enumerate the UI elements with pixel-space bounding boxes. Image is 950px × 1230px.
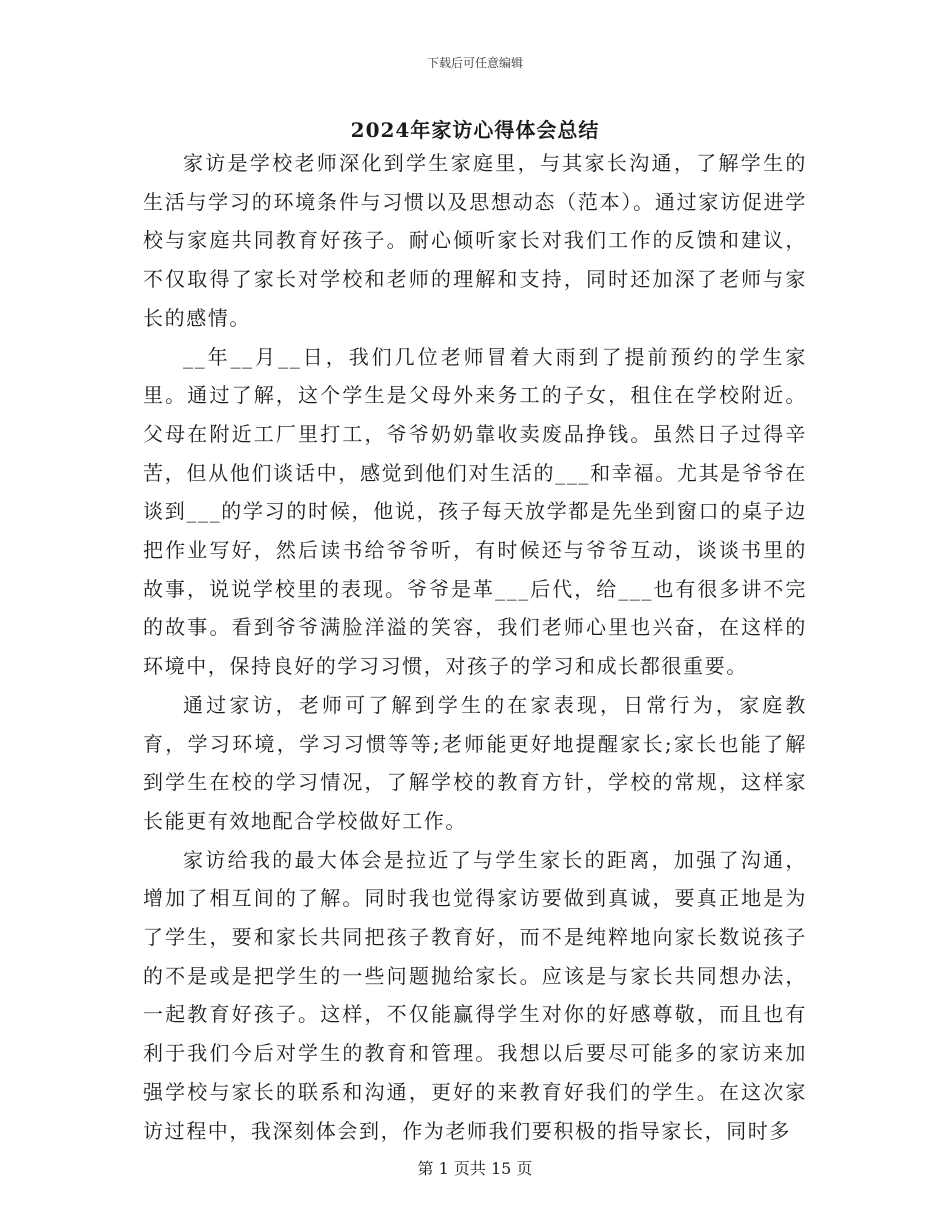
paragraph-2: __年__月__日，我们几位老师冒着大雨到了提前预约的学生家里。通过了解，这个学生是父母外来务工的子女，租住在学校附近。父母在附近工厂里打工，爷爷奶奶靠收卖废品挣钱。虽然日子过得辛苦，但从他们谈话中，感觉到他们对生活的___和幸福。尤其是爷爷在谈到___的学习的时候，他说，孩子每天放学都是先坐到窗口的桌子边把作业写好，然后读书给爷爷听，有时候还与爷爷互动，谈谈书里的故事，说说学校里的表现。爷爷是革___后代，给___也有很多讲不完的故事。看到爷爷满脸洋溢的笑容，我们老师心里也兴奋，在这样的环境中，保持良好的学习习惯，对孩子的学习和成长都很重要。 [143, 344, 807, 679]
page-header: 下载后可任意编辑 [426, 56, 523, 70]
paragraph-1: 家访是学校老师深化到学生家庭里，与其家长沟通，了解学生的生活与学习的环境条件与习惯以及思想动态（范本）。通过家访促进学校与家庭共同教育好孩子。耐心倾听家长对我们工作的反馈和建议，不仅取得了家长对学校和老师的理解和支持，同时还加深了老师与家长的感情。 [143, 151, 807, 330]
paragraph-3: 通过家访，老师可了解到学生的在家表现，日常行为，家庭教育，学习环境，学习习惯等等;老师能更好地提醒家长;家长也能了解到学生在校的学习情况，了解学校的教育方针，学校的常规，这样家长能更有效地配合学校做好工作。 [143, 692, 807, 833]
document-title: 2024年家访心得体会总结 [350, 118, 600, 142]
paragraph-4: 家访给我的最大体会是拉近了与学生家长的距离，加强了沟通，增加了相互间的了解。同时我也觉得家访要做到真诚，要真正地是为了学生，要和家长共同把孩子教育好，而不是纯粹地向家长数说孩子的不是或是把学生的一些问题抛给家长。应该是与家长共同想办法，一起教育好孩子。这样，不仅能赢得学生对你的好感尊敬，而且也有利于我们今后对学生的教育和管理。我想以后要尽可能多的家访来加强学校与家长的联系和沟通，更好的来教育好我们的学生。在这次家访过程中，我深刻体会到，作为老师我们要积极的指导家长，同时多 [143, 847, 807, 1143]
page-number-indicator: 第 1 页共 15 页 [417, 1159, 533, 1178]
document-body [143, 144, 807, 1150]
